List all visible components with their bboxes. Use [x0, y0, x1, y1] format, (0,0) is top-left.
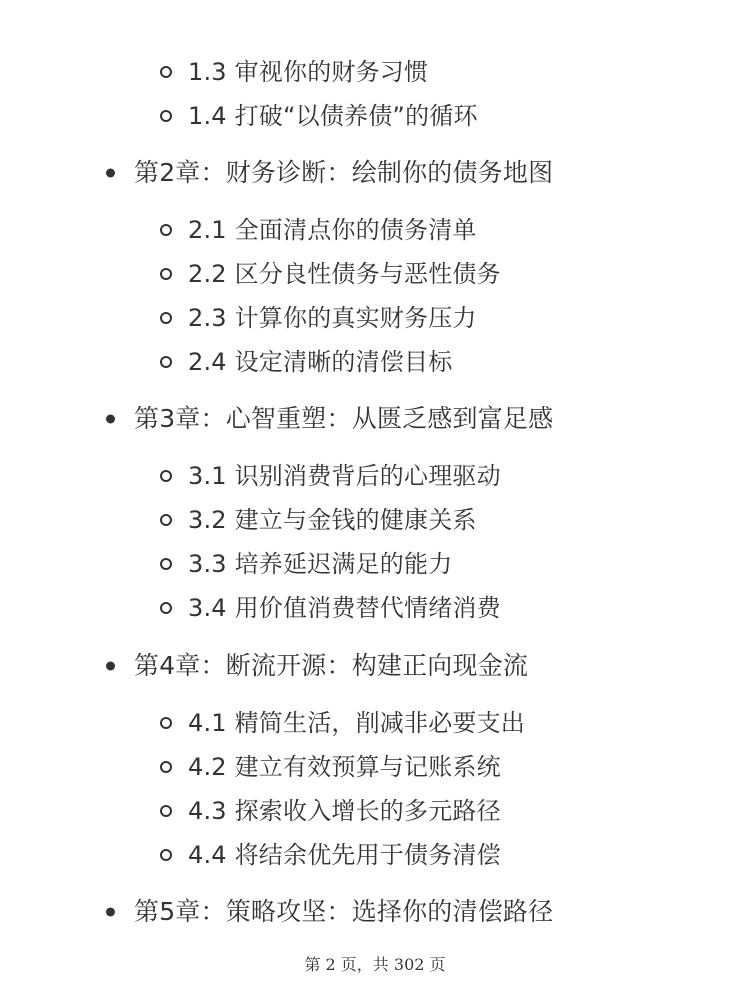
toc-section-item: [188, 350, 452, 374]
toc-section-item: [188, 508, 477, 532]
toc-section-label: 3.2 建立与金钱的健康关系: [188, 506, 477, 534]
hollow-bullet-icon: [160, 470, 172, 482]
toc-section-item: [188, 60, 428, 84]
solid-bullet-icon: [106, 661, 115, 670]
hollow-bullet-icon: [160, 602, 172, 614]
toc-section-label: 4.2 建立有效预算与记账系统: [188, 753, 501, 781]
toc-section-item: [188, 755, 501, 779]
toc-section-item: [188, 596, 501, 620]
hollow-bullet-icon: [160, 312, 172, 324]
toc-chapter-item: [134, 160, 553, 185]
toc-section-item: [188, 464, 501, 488]
solid-bullet-icon: [106, 414, 115, 423]
toc-section-label: 1.4 打破“以债养债”的循环: [188, 102, 478, 130]
hollow-bullet-icon: [160, 268, 172, 280]
toc-section-item: [188, 306, 477, 330]
solid-bullet-icon: [106, 907, 115, 916]
page-number-footer: 第 2 页，共 302 页: [304, 955, 446, 974]
hollow-bullet-icon: [160, 558, 172, 570]
toc-section-item: [188, 218, 477, 242]
hollow-bullet-icon: [160, 110, 172, 122]
toc-chapter-item: [134, 653, 528, 678]
toc-section-label: 2.3 计算你的真实财务压力: [188, 304, 477, 332]
toc-section-label: 2.1 全面清点你的债务清单: [188, 216, 477, 244]
toc-section-item: [188, 552, 452, 576]
toc-section-label: 2.2 区分良性债务与恶性债务: [188, 260, 501, 288]
toc-chapter-item: [134, 406, 553, 431]
toc-chapter-label: 第5章：策略攻坚：选择你的清偿路径: [134, 897, 554, 926]
hollow-bullet-icon: [160, 805, 172, 817]
toc-chapter-label: 第4章：断流开源：构建正向现金流: [134, 651, 529, 680]
toc-section-item: [188, 843, 501, 867]
hollow-bullet-icon: [160, 761, 172, 773]
solid-bullet-icon: [106, 168, 115, 177]
hollow-bullet-icon: [160, 514, 172, 526]
toc-section-label: 1.3 审视你的财务习惯: [188, 58, 429, 86]
toc-section-label: 3.3 培养延迟满足的能力: [188, 550, 453, 578]
toc-section-label: 4.4 将结余优先用于债务清偿: [188, 841, 501, 869]
hollow-bullet-icon: [160, 356, 172, 368]
hollow-bullet-icon: [160, 224, 172, 236]
toc-chapter-label: 第2章：财务诊断：绘制你的债务地图: [134, 158, 554, 187]
hollow-bullet-icon: [160, 717, 172, 729]
toc-section-label: 2.4 设定清晰的清偿目标: [188, 348, 453, 376]
toc-section-item: [188, 262, 501, 286]
toc-section-label: 3.4 用价值消费替代情绪消费: [188, 594, 501, 622]
hollow-bullet-icon: [160, 849, 172, 861]
toc-section-label: 4.3 探索收入增长的多元路径: [188, 797, 501, 825]
toc-section-label: 3.1 识别消费背后的心理驱动: [188, 462, 501, 490]
toc-chapter-item: [134, 899, 553, 924]
toc-section-item: [188, 104, 478, 128]
toc-section-item: [188, 711, 525, 735]
toc-chapter-label: 第3章：心智重塑：从匮乏感到富足感: [134, 404, 554, 433]
toc-section-item: [188, 799, 501, 823]
hollow-bullet-icon: [160, 66, 172, 78]
toc-section-label: 4.1 精简生活，削减非必要支出: [188, 709, 525, 737]
